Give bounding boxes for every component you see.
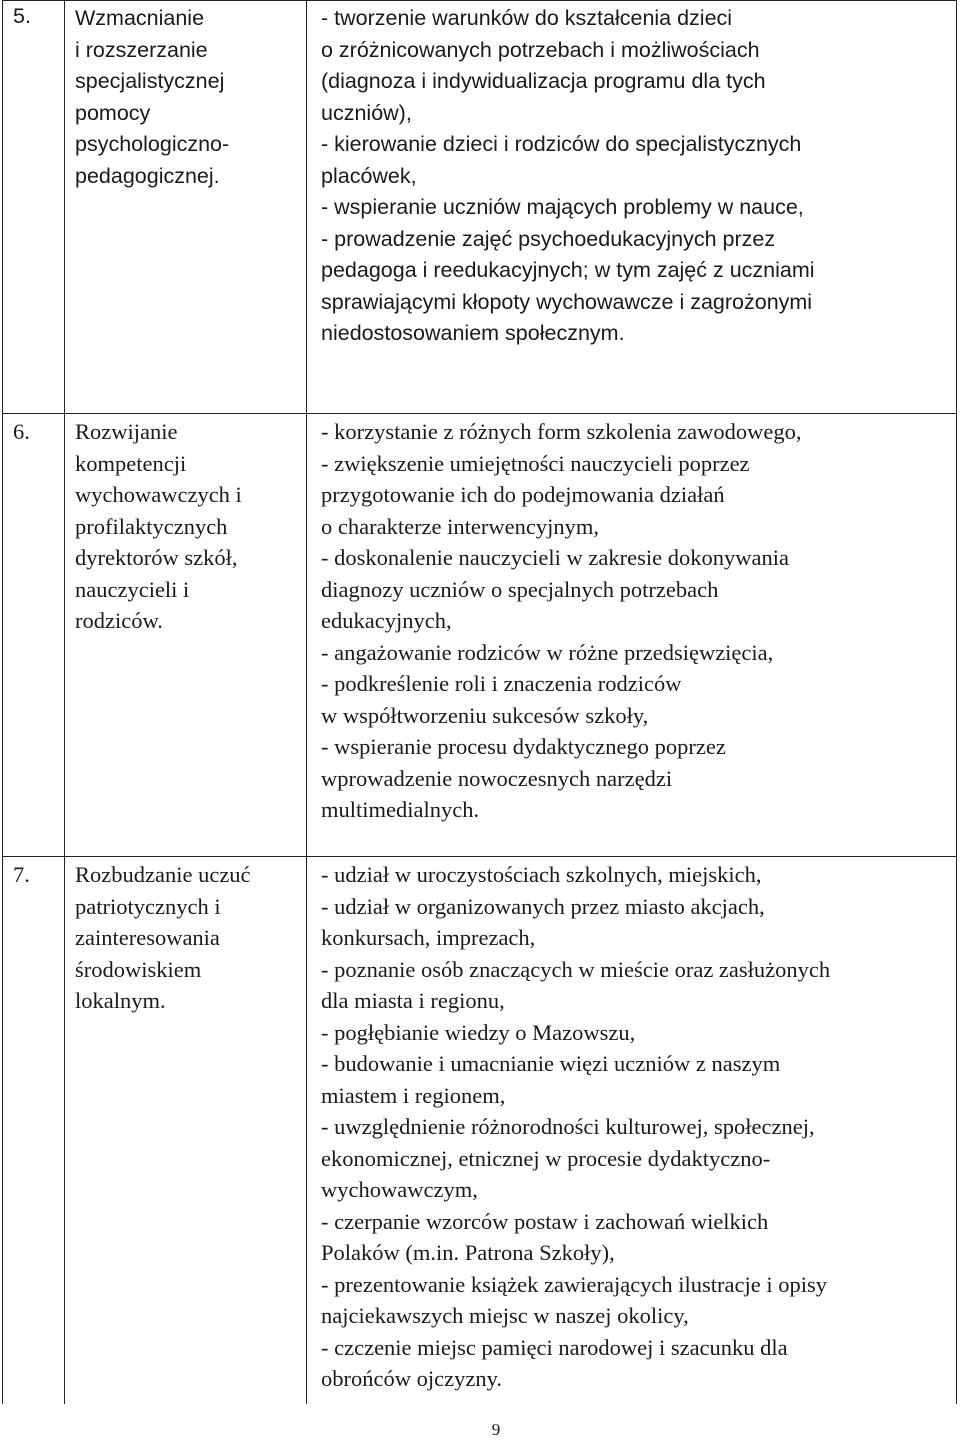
row-description-cell — [307, 857, 957, 1405]
description-line: o zróżnicowanych potrzebach i możliwościach — [321, 37, 760, 62]
title-line: kompetencji — [75, 450, 187, 476]
table-row — [3, 1, 957, 414]
row-title — [65, 414, 306, 637]
description-line: edukacyjnych, — [321, 608, 452, 633]
description-line: wprowadzenie nowoczesnych narzędzi — [321, 765, 673, 791]
description-line: - czerpanie wzorców postaw i zachowań wielkich — [321, 1208, 769, 1234]
row-title — [65, 857, 306, 1017]
description-line: - uwzględnienie różnorodności kulturowej, społecznej, — [321, 1114, 815, 1139]
description-line: - angażowanie rodziców w różne przedsięwzięcia, — [321, 639, 774, 665]
title-line: zainteresowania — [75, 925, 220, 950]
table-row — [3, 857, 957, 1405]
title-line: i rozszerzanie — [75, 37, 208, 62]
description-line: - doskonalenie nauczycieli w zakresie dokonywania — [321, 545, 789, 570]
description-line: - tworzenie warunków do kształcenia dzieci — [321, 6, 733, 30]
description-line: - udział w uroczystościach szkolnych, miejskich, — [321, 862, 762, 887]
row-description-cell — [307, 414, 957, 857]
title-line: pomocy — [75, 100, 151, 125]
title-line: pedagogicznej. — [75, 163, 220, 188]
description-line: Polaków (m.in. Patrona Szkoły), — [321, 1240, 615, 1265]
description-line: wychowawczym, — [321, 1177, 478, 1202]
title-line: specjalistycznej — [75, 69, 225, 93]
row-number-cell — [3, 414, 65, 857]
description-line: o charakterze interwencyjnym, — [321, 513, 599, 539]
description-line: - wspieranie uczniów mających problemy w nauce, — [321, 195, 804, 219]
description-line: ekonomicznej, etnicznej w procesie dydaktyczno- — [321, 1145, 771, 1171]
title-line: profilaktycznych — [75, 513, 228, 539]
description-line: diagnozy uczniów o specjalnych potrzebach — [321, 576, 719, 602]
description-line: - kierowanie dzieci i rodziców do specjalistycznych — [321, 132, 802, 156]
row-title-cell — [65, 857, 307, 1405]
title-line: psychologiczno- — [75, 132, 230, 156]
title-line: wychowawczych i — [75, 482, 242, 507]
row-number-cell — [3, 857, 65, 1405]
description-line: uczniów), — [321, 100, 412, 125]
row-number: 6. — [13, 419, 30, 444]
row-number: 7. — [13, 862, 30, 887]
description-line: - pogłębianie wiedzy o Mazowszu, — [321, 1019, 636, 1045]
description-line: najciekawszych miejsc w naszej okolicy, — [321, 1303, 689, 1328]
description-line: - udział w organizowanych przez miasto akcjach, — [321, 893, 765, 919]
description-line: - poznanie osób znaczących w mieście oraz zasłużonych — [321, 956, 831, 982]
description-line: pedagoga i reedukacyjnych; w tym zajęć z uczniami — [321, 258, 815, 282]
description-line: dla miasta i regionu, — [321, 988, 505, 1013]
title-line: dyrektorów szkół, — [75, 545, 238, 570]
row-description-cell — [307, 1, 957, 414]
title-line: patriotycznych i — [75, 893, 221, 919]
row-title — [65, 1, 306, 192]
description-line: w współtworzeniu sukcesów szkoły, — [321, 702, 649, 728]
title-line: lokalnym. — [75, 988, 166, 1013]
description-line: niedostosowaniem społecznym. — [321, 321, 625, 345]
row-title-cell — [65, 1, 307, 414]
description-line: - prowadzenie zajęć psychoedukacyjnych przez — [321, 226, 776, 251]
row-title-cell — [65, 414, 307, 857]
description-line: - zwiększenie umiejętności nauczycieli poprzez — [321, 450, 750, 476]
row-number: 5. — [13, 4, 31, 28]
row-number-cell — [3, 1, 65, 414]
row-description — [307, 1, 956, 350]
description-line: miastem i regionem, — [321, 1082, 506, 1108]
description-line: przygotowanie ich do podejmowania działań — [321, 482, 725, 507]
description-line: obrońców ojczyzny. — [321, 1366, 502, 1391]
page-number: 9 — [491, 1420, 501, 1439]
description-line: sprawiającymi kłopoty wychowawcze i zagrożonymi — [321, 289, 813, 314]
description-line: - budowanie i umacnianie więzi uczniów z naszym — [321, 1051, 781, 1076]
title-line: środowiskiem — [75, 956, 202, 982]
description-line: - korzystanie z różnych form szkolenia zawodowego, — [321, 419, 802, 444]
description-line: - wspieranie procesu dydaktycznego poprzez — [321, 734, 726, 759]
row-description — [307, 857, 956, 1395]
table-row — [3, 414, 957, 857]
title-line: Rozbudzanie uczuć — [75, 862, 251, 887]
description-line: multimedialnych. — [321, 797, 480, 822]
description-line: - prezentowanie książek zawierających ilustracje i opisy — [321, 1271, 828, 1297]
goals-table — [2, 0, 957, 1404]
title-line: Rozwijanie — [75, 419, 178, 444]
description-line: (diagnoza i indywidualizacja programu dla tych — [321, 69, 766, 93]
title-line: nauczycieli i — [75, 576, 190, 602]
row-description — [307, 414, 956, 826]
description-line: konkursach, imprezach, — [321, 925, 536, 950]
title-line: rodziców. — [75, 608, 163, 633]
description-line: placówek, — [321, 163, 417, 188]
description-line: - czczenie miejsc pamięci narodowej i szacunku dla — [321, 1334, 788, 1360]
title-line: Wzmacnianie — [75, 6, 205, 30]
description-line: - podkreślenie roli i znaczenia rodziców — [321, 671, 682, 696]
